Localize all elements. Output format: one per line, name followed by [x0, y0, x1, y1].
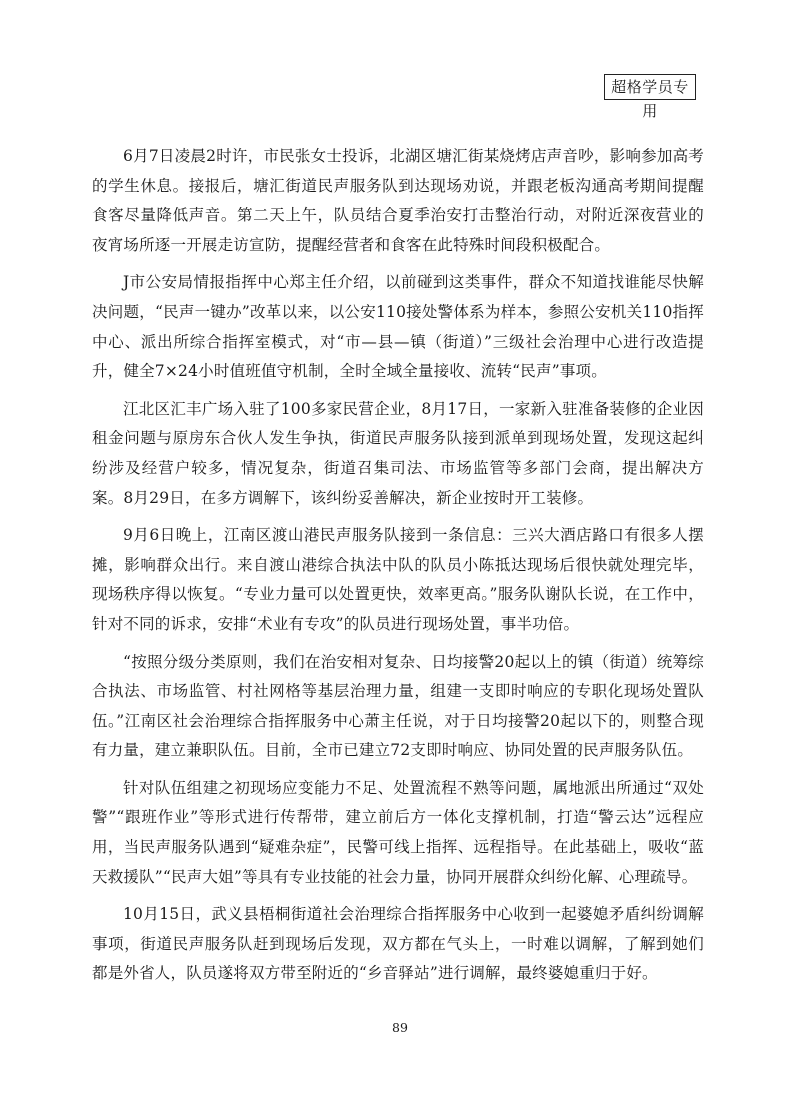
paragraph-6: 针对队伍组建之初现场应变能力不足、处置流程不熟等问题，属地派出所通过“双处警”“跟班作业”等形式进行传帮带，建立前后方一体化支撑机制，打造“警云达”远程应用，当民声服务队遇到“疑难杂症”，民警可线上指挥、远程指导。在此基础上，吸收“蓝天救援队”“民声大姐”等具有专业技能的社会力量，协同开展群众纠纷化解、心理疏导。 — [92, 778, 704, 886]
article-body — [92, 142, 704, 997]
paragraph-4: 9月6日晚上，江南区渡山港民声服务队接到一条信息：三兴大酒店路口有很多人摆摊，影响群众出行。来自渡山港综合执法中队的队员小陈抵达现场后很快就处理完毕，现场秩序得以恢复。“专业力量可以处置更快，效率更高。”服务队谢队长说，在工作中，针对不同的诉求，安排“术业有专攻”的队员进行现场处置，事半功倍。 — [92, 526, 704, 633]
page-number: 89 — [392, 1020, 408, 1035]
paragraph-5: “按照分级分类原则，我们在治安相对复杂、日均接警20起以上的镇（街道）统筹综合执法、市场监管、村社网格等基层治理力量，组建一支即时响应的专职化现场处置队伍。”江南区社会治理综合指挥服务中心萧主任说，对于日均接警20起以下的，则整合现有力量，建立兼职队伍。目前，全市已建立72支即时响应、协同处置的民声服务队伍。 — [92, 652, 704, 760]
paragraph-3: 江北区汇丰广场入驻了100多家民营企业，8月17日，一家新入驻准备装修的企业因租金问题与原房东合伙人发生争执，街道民声服务队接到派单到现场处置，发现这起纠纷涉及经营户较多，情况复杂，街道召集司法、市场监管等多部门会商，提出解决方案。8月29日，在多方调解下，该纠纷妥善解决，新企业按时开工装修。 — [92, 399, 704, 507]
header-tag: 超格学员专用 — [604, 74, 696, 100]
paragraph-7: 10月15日，武义县梧桐街道社会治理综合指挥服务中心收到一起婆媳矛盾纠纷调解事项，街道民声服务队赶到现场后发现，双方都在气头上，一时难以调解，了解到她们都是外省人，队员遂将双方带至附近的“乡音驿站”进行调解，最终婆媳重归于好。 — [92, 905, 704, 983]
paragraph-2: J市公安局情报指挥中心郑主任介绍，以前碰到这类事件，群众不知道找谁能尽快解决问题，“民声一键办”改革以来，以公安110接处警体系为样本，参照公安机关110指挥中心、派出所综合指挥室模式，对“市—县—镇（街道）”三级社会治理中心进行改造提升，健全7×24小时值班值守机制，全时全域全量接收、流转“民声”事项。 — [92, 273, 704, 381]
paragraph-1: 6月7日凌晨2时许，市民张女士投诉，北湖区塘汇街某烧烤店声音吵，影响参加高考的学生休息。接报后，塘汇街道民声服务队到达现场劝说，并跟老板沟通高考期间提醒食客尽量降低声音。第二天上午，队员结合夏季治安打击整治行动，对附近深夜营业的夜宵场所逐一开展走访宣防，提醒经营者和食客在此特殊时间段积极配合。 — [92, 147, 704, 254]
